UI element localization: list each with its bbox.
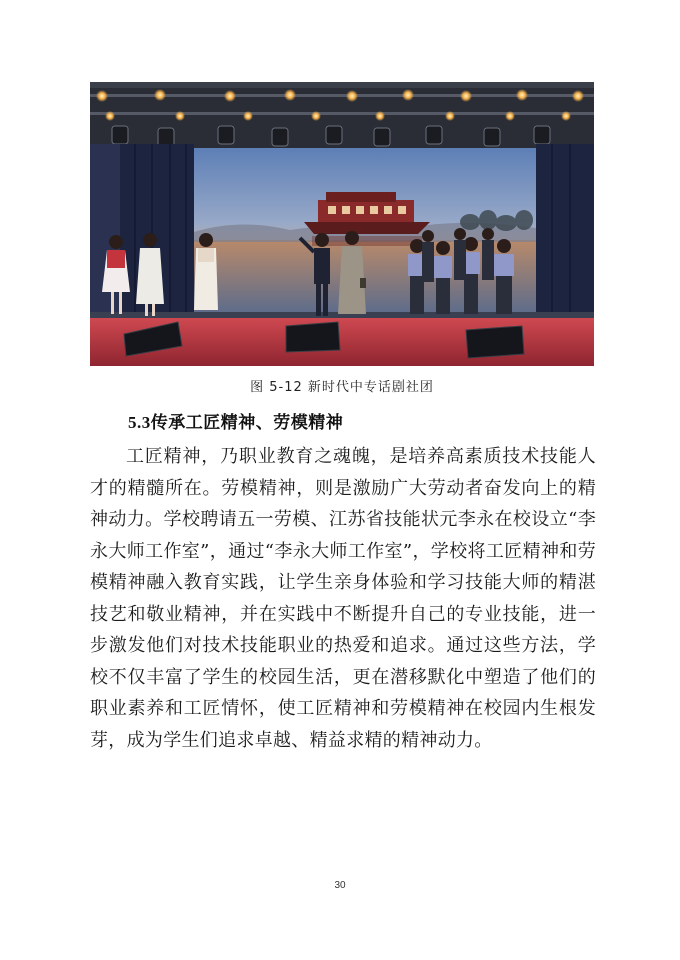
right-curtain — [536, 144, 594, 324]
section-heading — [128, 408, 343, 433]
section-title: 传承工匠精神、劳模精神 — [150, 413, 344, 433]
body-paragraph: 工匠精神，乃职业教育之魂魄，是培养高素质技术技能人才的精髓所在。劳模精神，则是激励广大劳动者奋发向上的精神动力。学校聘请五一劳模、江苏省技能状元李永在校设立“李永大师工作室”，通过“李永大师工作室”，学校将工匠精神和劳模精神融入教育实践，让学生亲身体验和学习技能大师的精湛技艺和敬业精神，并在实践中不断提升自己的专业技能，进一步激发他们对技术技能职业的热爱和追求。通过这些方法，学校不仅丰富了学生的校园生活，更在潜移默化中塑造了他们的职业素养和工匠情怀，使工匠精神和劳模精神在校园内生根发芽，成为学生们追求卓越、精益求精的精神动力。 — [90, 446, 596, 751]
page-number: 30 — [334, 880, 346, 891]
section-number: 5.3 — [128, 413, 151, 432]
figure-caption: 图 5-12 新时代中专话剧社团 — [250, 380, 434, 395]
stage-performance-photo — [90, 82, 594, 366]
